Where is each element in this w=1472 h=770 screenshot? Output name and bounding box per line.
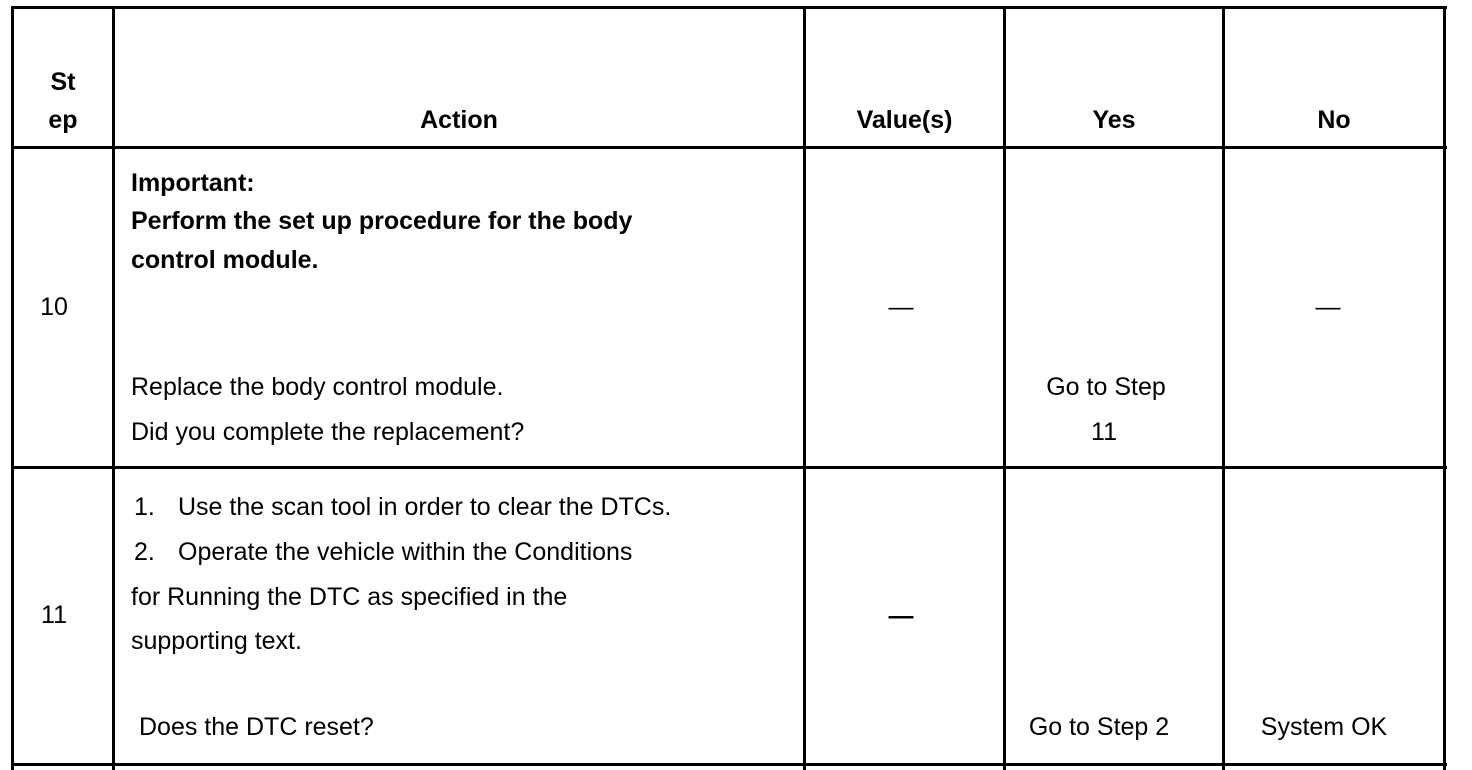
table-top-border [11, 6, 1447, 9]
value-dash: — [888, 602, 914, 630]
list-item-number: 1. [134, 493, 155, 521]
list-item-text: Use the scan tool in order to clear the DTCs. [178, 493, 672, 521]
header-no: No [1317, 106, 1351, 134]
list-item-text: Operate the vehicle within the Conditions [178, 538, 633, 566]
list-item-continuation: supporting text. [131, 627, 302, 655]
no-result: System OK [1260, 713, 1388, 741]
question-text: Does the DTC reset? [139, 713, 374, 741]
list-item-number: 2. [134, 538, 155, 566]
header-step-line1: St [50, 68, 76, 96]
table-right-border [1443, 6, 1446, 770]
header-yes: Yes [1092, 106, 1136, 134]
row-divider [11, 466, 1447, 469]
important-note-line1: Perform the set up procedure for the body [131, 207, 633, 235]
value-dash: — [888, 293, 914, 321]
header-values: Value(s) [856, 106, 953, 134]
yes-result-line1: Go to Step [1046, 373, 1166, 401]
step-number-11: 11 [41, 601, 67, 629]
header-action: Action [420, 106, 498, 134]
important-note-line2: control module. [131, 246, 319, 274]
table-bottom-border [11, 763, 1447, 766]
header-row-divider [11, 146, 1447, 149]
no-result-dash: — [1315, 293, 1341, 321]
yes-result-line2: 11 [1091, 418, 1117, 446]
action-text-line1: Replace the body control module. [131, 373, 504, 401]
step-number-10: 10 [40, 293, 68, 321]
yes-result: Go to Step 2 [1028, 713, 1170, 741]
header-step-line2: ep [48, 106, 78, 134]
list-item-continuation: for Running the DTC as specified in the [131, 583, 568, 611]
action-text-line2: Did you complete the replacement? [131, 418, 525, 446]
important-label: Important: [131, 169, 255, 197]
